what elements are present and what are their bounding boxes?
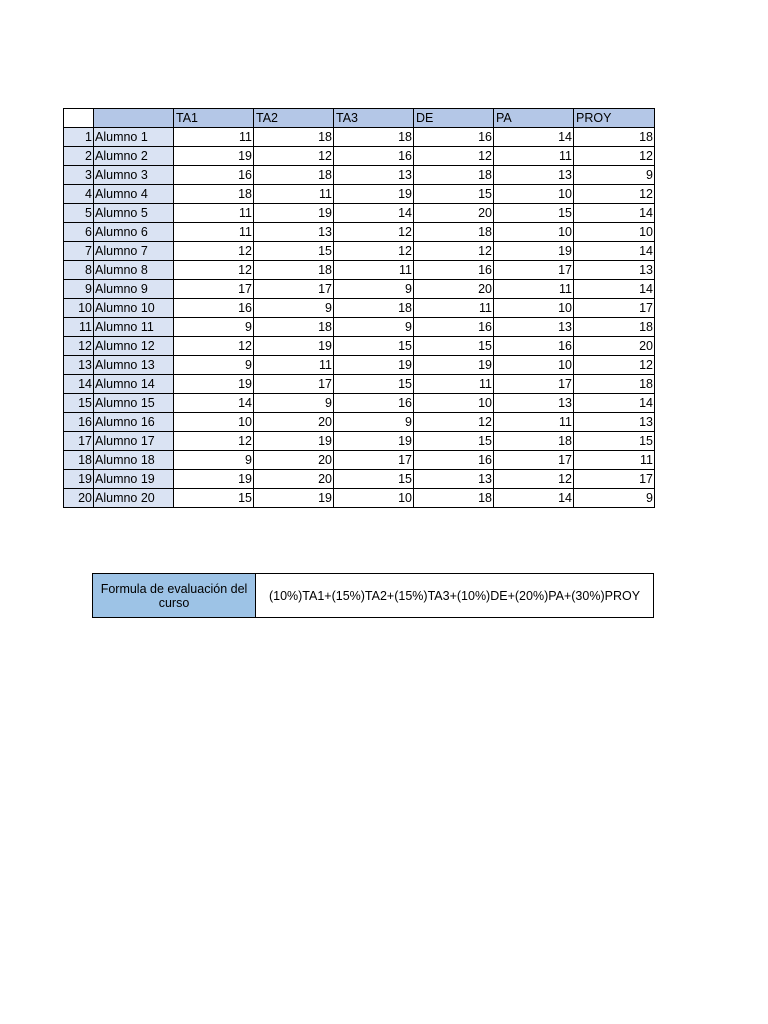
score-cell: 14 bbox=[494, 489, 574, 508]
score-cell: 11 bbox=[254, 356, 334, 375]
score-cell: 9 bbox=[334, 413, 414, 432]
score-cell: 17 bbox=[574, 299, 655, 318]
student-name: Alumno 5 bbox=[94, 204, 174, 223]
student-name: Alumno 3 bbox=[94, 166, 174, 185]
student-name: Alumno 10 bbox=[94, 299, 174, 318]
column-header-pa: PA bbox=[494, 109, 574, 128]
score-cell: 10 bbox=[494, 185, 574, 204]
score-cell: 20 bbox=[414, 280, 494, 299]
row-number: 15 bbox=[64, 394, 94, 413]
score-cell: 15 bbox=[414, 432, 494, 451]
score-cell: 9 bbox=[174, 451, 254, 470]
score-cell: 19 bbox=[174, 147, 254, 166]
score-cell: 10 bbox=[174, 413, 254, 432]
score-cell: 19 bbox=[494, 242, 574, 261]
score-cell: 9 bbox=[334, 280, 414, 299]
score-cell: 19 bbox=[174, 470, 254, 489]
student-name: Alumno 12 bbox=[94, 337, 174, 356]
student-name: Alumno 11 bbox=[94, 318, 174, 337]
score-cell: 11 bbox=[174, 128, 254, 147]
score-cell: 18 bbox=[574, 375, 655, 394]
score-cell: 11 bbox=[494, 413, 574, 432]
table-row bbox=[64, 242, 655, 261]
row-number: 18 bbox=[64, 451, 94, 470]
student-name: Alumno 2 bbox=[94, 147, 174, 166]
score-cell: 10 bbox=[334, 489, 414, 508]
score-cell: 14 bbox=[574, 242, 655, 261]
score-cell: 11 bbox=[334, 261, 414, 280]
score-cell: 13 bbox=[574, 261, 655, 280]
score-cell: 16 bbox=[174, 166, 254, 185]
score-cell: 12 bbox=[174, 242, 254, 261]
column-header-ta2: TA2 bbox=[254, 109, 334, 128]
table-row bbox=[64, 204, 655, 223]
score-cell: 11 bbox=[414, 299, 494, 318]
row-number: 6 bbox=[64, 223, 94, 242]
score-cell: 17 bbox=[494, 375, 574, 394]
column-header-proy: PROY bbox=[574, 109, 655, 128]
score-cell: 14 bbox=[174, 394, 254, 413]
row-number: 10 bbox=[64, 299, 94, 318]
formula-value: (10%)TA1+(15%)TA2+(15%)TA3+(10%)DE+(20%)PA+(30%)PROY bbox=[268, 588, 641, 603]
score-cell: 15 bbox=[334, 337, 414, 356]
score-cell: 18 bbox=[254, 128, 334, 147]
table-row bbox=[64, 318, 655, 337]
score-cell: 11 bbox=[414, 375, 494, 394]
score-cell: 12 bbox=[574, 356, 655, 375]
score-cell: 9 bbox=[334, 318, 414, 337]
score-cell: 18 bbox=[574, 318, 655, 337]
score-cell: 17 bbox=[334, 451, 414, 470]
score-cell: 18 bbox=[174, 185, 254, 204]
score-cell: 17 bbox=[254, 375, 334, 394]
table-row bbox=[64, 280, 655, 299]
score-cell: 11 bbox=[574, 451, 655, 470]
grades-table bbox=[63, 108, 655, 508]
score-cell: 14 bbox=[494, 128, 574, 147]
table-row bbox=[64, 413, 655, 432]
score-cell: 12 bbox=[254, 147, 334, 166]
score-cell: 9 bbox=[254, 299, 334, 318]
table-row bbox=[64, 223, 655, 242]
score-cell: 20 bbox=[254, 451, 334, 470]
score-cell: 9 bbox=[574, 166, 655, 185]
row-number: 17 bbox=[64, 432, 94, 451]
score-cell: 12 bbox=[334, 223, 414, 242]
score-cell: 9 bbox=[174, 356, 254, 375]
score-cell: 9 bbox=[574, 489, 655, 508]
formula-box bbox=[92, 573, 654, 618]
student-name: Alumno 8 bbox=[94, 261, 174, 280]
score-cell: 11 bbox=[174, 223, 254, 242]
score-cell: 14 bbox=[574, 394, 655, 413]
score-cell: 18 bbox=[414, 223, 494, 242]
student-name: Alumno 15 bbox=[94, 394, 174, 413]
score-cell: 11 bbox=[254, 185, 334, 204]
score-cell: 19 bbox=[334, 185, 414, 204]
row-number: 20 bbox=[64, 489, 94, 508]
score-cell: 14 bbox=[334, 204, 414, 223]
score-cell: 12 bbox=[334, 242, 414, 261]
score-cell: 10 bbox=[414, 394, 494, 413]
table-row bbox=[64, 147, 655, 166]
column-header-ta1: TA1 bbox=[174, 109, 254, 128]
score-cell: 19 bbox=[254, 432, 334, 451]
score-cell: 15 bbox=[254, 242, 334, 261]
score-cell: 13 bbox=[494, 318, 574, 337]
score-cell: 11 bbox=[494, 280, 574, 299]
score-cell: 15 bbox=[494, 204, 574, 223]
table-row bbox=[64, 451, 655, 470]
score-cell: 12 bbox=[414, 242, 494, 261]
score-cell: 19 bbox=[254, 337, 334, 356]
score-cell: 17 bbox=[494, 261, 574, 280]
score-cell: 18 bbox=[334, 299, 414, 318]
student-name: Alumno 19 bbox=[94, 470, 174, 489]
table-row bbox=[64, 375, 655, 394]
score-cell: 16 bbox=[414, 451, 494, 470]
row-number: 11 bbox=[64, 318, 94, 337]
student-name: Alumno 14 bbox=[94, 375, 174, 394]
score-cell: 16 bbox=[174, 299, 254, 318]
score-cell: 15 bbox=[574, 432, 655, 451]
row-number: 4 bbox=[64, 185, 94, 204]
score-cell: 16 bbox=[414, 128, 494, 147]
score-cell: 18 bbox=[414, 489, 494, 508]
table-row bbox=[64, 261, 655, 280]
score-cell: 16 bbox=[414, 318, 494, 337]
row-number: 5 bbox=[64, 204, 94, 223]
row-number: 12 bbox=[64, 337, 94, 356]
table-row bbox=[64, 489, 655, 508]
row-number: 8 bbox=[64, 261, 94, 280]
score-cell: 14 bbox=[574, 204, 655, 223]
score-cell: 12 bbox=[414, 413, 494, 432]
score-cell: 12 bbox=[174, 432, 254, 451]
score-cell: 12 bbox=[494, 470, 574, 489]
score-cell: 17 bbox=[574, 470, 655, 489]
table-row bbox=[64, 185, 655, 204]
score-cell: 13 bbox=[574, 413, 655, 432]
score-cell: 12 bbox=[174, 261, 254, 280]
row-number: 16 bbox=[64, 413, 94, 432]
score-cell: 15 bbox=[414, 185, 494, 204]
score-cell: 18 bbox=[254, 166, 334, 185]
score-cell: 12 bbox=[574, 185, 655, 204]
score-cell: 13 bbox=[494, 394, 574, 413]
row-number: 7 bbox=[64, 242, 94, 261]
score-cell: 17 bbox=[494, 451, 574, 470]
table-row bbox=[64, 337, 655, 356]
score-cell: 18 bbox=[254, 261, 334, 280]
score-cell: 10 bbox=[494, 223, 574, 242]
score-cell: 17 bbox=[254, 280, 334, 299]
score-cell: 9 bbox=[254, 394, 334, 413]
score-cell: 18 bbox=[574, 128, 655, 147]
student-name: Alumno 13 bbox=[94, 356, 174, 375]
score-cell: 19 bbox=[254, 489, 334, 508]
score-cell: 10 bbox=[494, 356, 574, 375]
formula-label: Formula de evaluación del curso bbox=[93, 574, 256, 617]
score-cell: 16 bbox=[334, 147, 414, 166]
score-cell: 12 bbox=[174, 337, 254, 356]
student-name: Alumno 20 bbox=[94, 489, 174, 508]
score-cell: 15 bbox=[414, 337, 494, 356]
score-cell: 11 bbox=[494, 147, 574, 166]
score-cell: 9 bbox=[174, 318, 254, 337]
row-number: 3 bbox=[64, 166, 94, 185]
table-row bbox=[64, 128, 655, 147]
student-name: Alumno 18 bbox=[94, 451, 174, 470]
score-cell: 15 bbox=[334, 375, 414, 394]
row-number: 1 bbox=[64, 128, 94, 147]
table-row bbox=[64, 432, 655, 451]
score-cell: 13 bbox=[494, 166, 574, 185]
score-cell: 20 bbox=[574, 337, 655, 356]
student-name: Alumno 6 bbox=[94, 223, 174, 242]
score-cell: 12 bbox=[574, 147, 655, 166]
student-name: Alumno 1 bbox=[94, 128, 174, 147]
header-name-column bbox=[94, 109, 174, 128]
score-cell: 18 bbox=[414, 166, 494, 185]
table-row bbox=[64, 299, 655, 318]
row-number: 19 bbox=[64, 470, 94, 489]
score-cell: 11 bbox=[174, 204, 254, 223]
score-cell: 19 bbox=[254, 204, 334, 223]
score-cell: 16 bbox=[414, 261, 494, 280]
student-name: Alumno 16 bbox=[94, 413, 174, 432]
column-header-de: DE bbox=[414, 109, 494, 128]
student-name: Alumno 7 bbox=[94, 242, 174, 261]
score-cell: 13 bbox=[254, 223, 334, 242]
header-row bbox=[64, 109, 655, 128]
corner-cell bbox=[64, 109, 94, 128]
table-row bbox=[64, 356, 655, 375]
row-number: 2 bbox=[64, 147, 94, 166]
row-number: 14 bbox=[64, 375, 94, 394]
score-cell: 18 bbox=[334, 128, 414, 147]
score-cell: 15 bbox=[334, 470, 414, 489]
score-cell: 12 bbox=[414, 147, 494, 166]
score-cell: 20 bbox=[414, 204, 494, 223]
student-name: Alumno 4 bbox=[94, 185, 174, 204]
score-cell: 19 bbox=[174, 375, 254, 394]
score-cell: 20 bbox=[254, 470, 334, 489]
row-number: 9 bbox=[64, 280, 94, 299]
score-cell: 16 bbox=[334, 394, 414, 413]
score-cell: 19 bbox=[334, 432, 414, 451]
student-name: Alumno 9 bbox=[94, 280, 174, 299]
score-cell: 18 bbox=[254, 318, 334, 337]
score-cell: 18 bbox=[494, 432, 574, 451]
score-cell: 16 bbox=[494, 337, 574, 356]
table-row bbox=[64, 166, 655, 185]
score-cell: 17 bbox=[174, 280, 254, 299]
score-cell: 15 bbox=[174, 489, 254, 508]
score-cell: 13 bbox=[334, 166, 414, 185]
column-header-ta3: TA3 bbox=[334, 109, 414, 128]
student-name: Alumno 17 bbox=[94, 432, 174, 451]
score-cell: 20 bbox=[254, 413, 334, 432]
score-cell: 19 bbox=[414, 356, 494, 375]
table-body bbox=[64, 128, 655, 508]
score-cell: 10 bbox=[494, 299, 574, 318]
row-number: 13 bbox=[64, 356, 94, 375]
score-cell: 14 bbox=[574, 280, 655, 299]
table-row bbox=[64, 394, 655, 413]
score-cell: 10 bbox=[574, 223, 655, 242]
table-row bbox=[64, 470, 655, 489]
score-cell: 19 bbox=[334, 356, 414, 375]
score-cell: 13 bbox=[414, 470, 494, 489]
